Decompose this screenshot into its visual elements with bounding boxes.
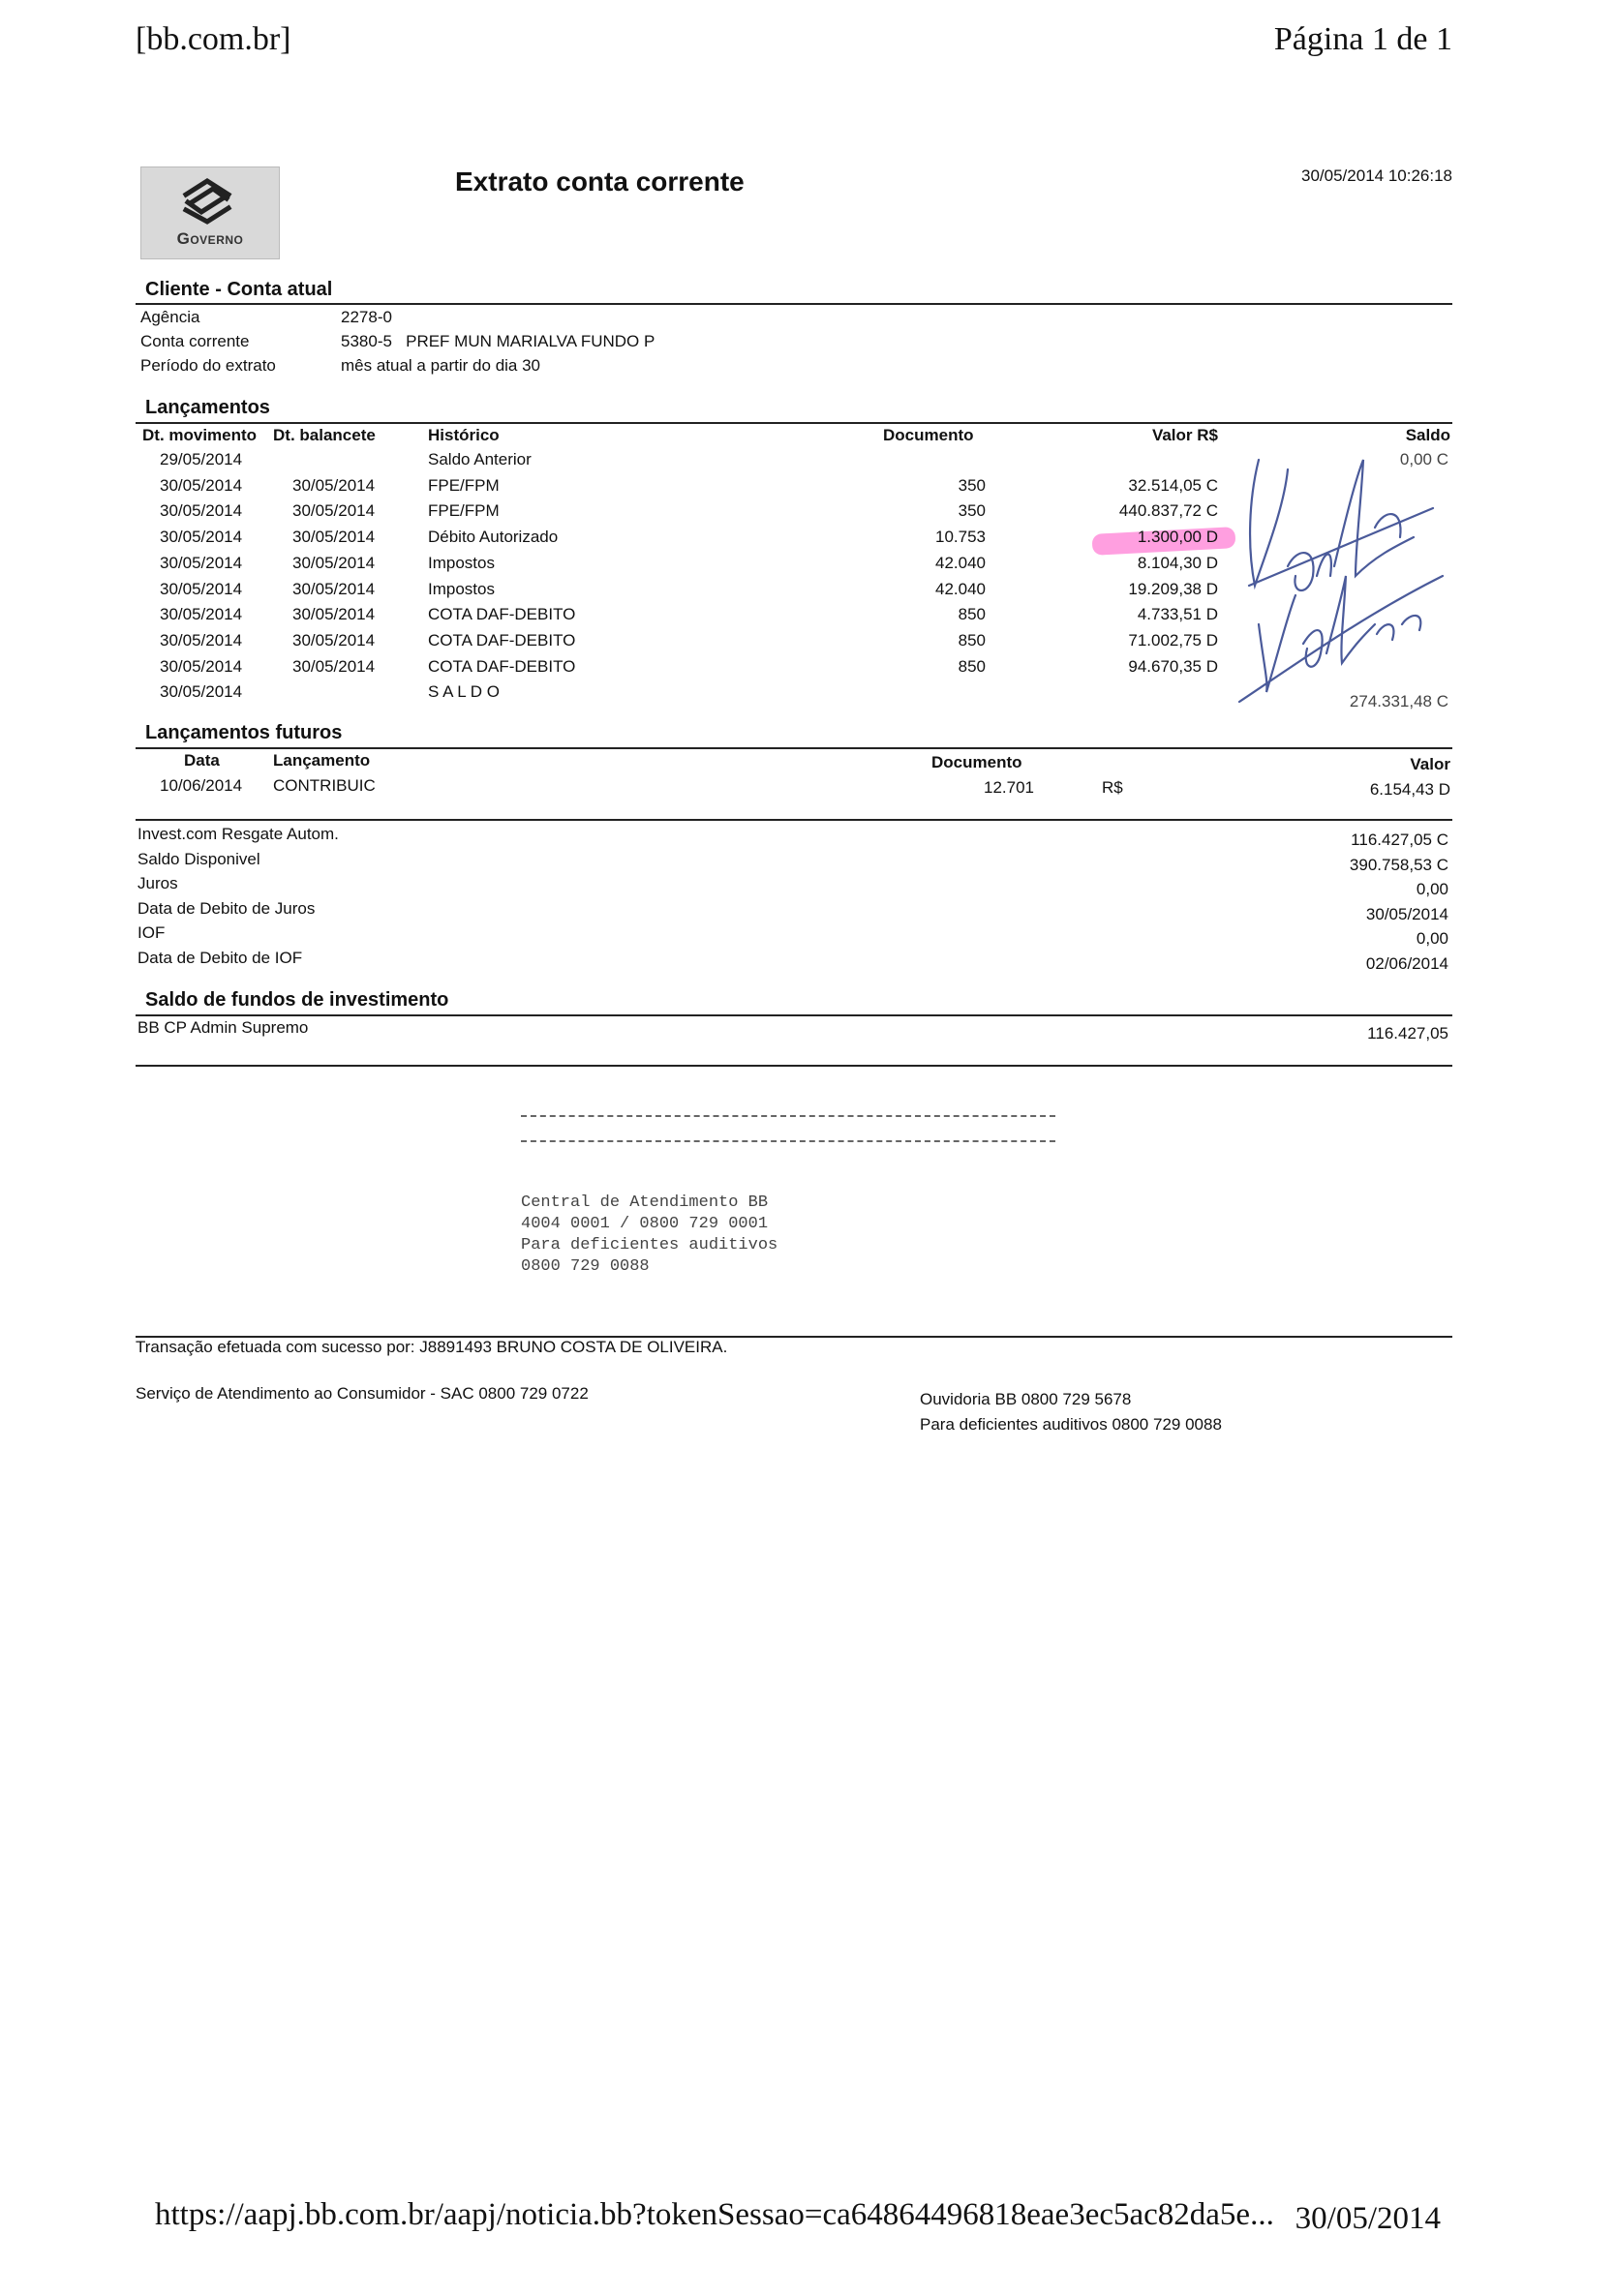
client-section-title: Cliente - Conta atual (145, 279, 333, 300)
cell-historico: Impostos (428, 554, 495, 572)
summary-value: 30/05/2014 (1365, 905, 1448, 923)
futuro-documento: 12.701 (984, 778, 1034, 797)
cell-documento: 850 (958, 605, 986, 623)
page-title: Extrato conta corrente (455, 166, 745, 196)
cell-dt-balancete: 30/05/2014 (292, 657, 376, 676)
summary-value: 116.427,05 C (1351, 831, 1448, 849)
cell-dt-balancete: 30/05/2014 (292, 528, 376, 546)
client-label: Conta corrente (140, 332, 250, 350)
central-line: 4004 0001 / 0800 729 0001 (521, 1215, 769, 1233)
central-line: Central de Atendimento BB (521, 1193, 769, 1212)
cell-documento: 10.753 (935, 528, 986, 546)
summary-label: Saldo Disponivel (137, 850, 260, 868)
central-line: 0800 729 0088 (521, 1257, 650, 1276)
summary-label: IOF (137, 923, 166, 942)
page-url[interactable]: https://aapj.bb.com.br/aapj/noticia.bb?tokenSessao=ca64864496818eae3ec5ac82da5e... (155, 2197, 1274, 2232)
dashed-separator (521, 1115, 1055, 1117)
cell-dt-movimento: 29/05/2014 (160, 450, 243, 468)
cell-historico: Impostos (428, 580, 495, 598)
bb-logo (140, 166, 280, 259)
divider (136, 303, 1452, 305)
central-line: Para deficientes auditivos (521, 1236, 778, 1254)
cell-historico: S A L D O (428, 682, 501, 701)
fund-value: 116.427,05 (1367, 1024, 1448, 1042)
cell-dt-movimento: 30/05/2014 (160, 554, 243, 572)
summary-value: 390.758,53 C (1349, 856, 1448, 874)
cell-documento: 42.040 (935, 580, 986, 598)
cell-dt-balancete: 30/05/2014 (292, 476, 376, 495)
sac-info: Serviço de Atendimento ao Consumidor - SAC 0800 729 0722 (136, 1384, 589, 1403)
col-header-historico: Histórico (428, 426, 500, 444)
print-date: 30/05/2014 (1295, 2201, 1441, 2236)
cell-documento: 350 (958, 501, 986, 520)
cell-dt-movimento: 30/05/2014 (160, 476, 243, 495)
fundos-section-title: Saldo de fundos de investimento (145, 989, 449, 1011)
divider (136, 422, 1452, 424)
cell-documento: 42.040 (935, 554, 986, 572)
col-header-documento: Documento (883, 426, 974, 444)
fund-name: BB CP Admin Supremo (137, 1018, 309, 1037)
lancamentos-section-title: Lançamentos (145, 397, 270, 418)
client-value: 5380-5 PREF MUN MARIALVA FUNDO P (341, 332, 655, 350)
cell-valor: 8.104,30 D (1137, 554, 1218, 572)
cell-historico: COTA DAF-DEBITO (428, 605, 576, 623)
cell-valor: 94.670,35 D (1128, 657, 1218, 676)
client-label: Agência (140, 308, 200, 326)
cell-historico: Saldo Anterior (428, 450, 532, 468)
divider (136, 819, 1452, 821)
divider (136, 747, 1452, 749)
col-header-valor: Valor R$ (1151, 426, 1218, 444)
cell-dt-movimento: 30/05/2014 (160, 631, 243, 650)
col-header-dt-balancete: Dt. balancete (273, 426, 376, 444)
cell-saldo: 0,00 C (1399, 450, 1448, 468)
central-atendimento (521, 1193, 777, 1278)
summary-label: Juros (137, 874, 178, 892)
cell-historico: Débito Autorizado (428, 528, 559, 546)
cell-historico: COTA DAF-DEBITO (428, 657, 576, 676)
handwritten-signature (1220, 440, 1452, 721)
summary-value: 0,00 (1416, 880, 1448, 898)
bb-logo-icon (178, 173, 236, 226)
col-header-data: Data (184, 751, 220, 770)
cell-valor: 32.514,05 C (1128, 476, 1218, 495)
cell-historico: FPE/FPM (428, 501, 500, 520)
cell-documento: 850 (958, 657, 986, 676)
futuro-moeda: R$ (1102, 778, 1123, 797)
cell-dt-balancete: 30/05/2014 (292, 605, 376, 623)
transaction-info: Transação efetuada com sucesso por: J8891493 BRUNO COSTA DE OLIVEIRA. (136, 1338, 728, 1356)
cell-dt-balancete: 30/05/2014 (292, 580, 376, 598)
col-header-documento: Documento (931, 753, 1022, 771)
ouvidoria-deficientes: Para deficientes auditivos 0800 729 0088 (920, 1415, 1222, 1434)
logo-text: Governo (176, 229, 244, 248)
futuro-data: 10/06/2014 (160, 776, 243, 795)
cell-saldo: 274.331,48 C (1349, 692, 1448, 710)
cell-valor: 1.300,00 D (1137, 528, 1218, 546)
cell-documento: 850 (958, 631, 986, 650)
ouvidoria-info: Ouvidoria BB 0800 729 5678 (920, 1390, 1132, 1408)
summary-value: 02/06/2014 (1365, 954, 1448, 973)
summary-label: Data de Debito de Juros (137, 899, 316, 918)
futuros-section-title: Lançamentos futuros (145, 722, 343, 743)
cell-valor: 440.837,72 C (1118, 501, 1218, 520)
client-value: mês atual a partir do dia 30 (341, 356, 541, 375)
cell-dt-balancete: 30/05/2014 (292, 631, 376, 650)
cell-valor: 19.209,38 D (1128, 580, 1218, 598)
summary-label: Invest.com Resgate Autom. (137, 825, 339, 843)
cell-dt-movimento: 30/05/2014 (160, 657, 243, 676)
cell-historico: FPE/FPM (428, 476, 500, 495)
cell-dt-movimento: 30/05/2014 (160, 580, 243, 598)
client-value: 2278-0 (341, 308, 392, 326)
col-header-valor: Valor (1410, 755, 1450, 773)
col-header-saldo: Saldo (1405, 426, 1450, 444)
cell-dt-balancete: 30/05/2014 (292, 501, 376, 520)
futuro-valor: 6.154,43 D (1369, 780, 1450, 799)
cell-historico: COTA DAF-DEBITO (428, 631, 576, 650)
dashed-separator (521, 1140, 1055, 1142)
summary-value: 0,00 (1416, 929, 1448, 948)
site-label: [bb.com.br] (136, 21, 291, 57)
col-header-lancamento: Lançamento (273, 751, 371, 770)
page-label: Página 1 de 1 (1273, 21, 1452, 57)
cell-documento: 350 (958, 476, 986, 495)
cell-valor: 71.002,75 D (1128, 631, 1218, 650)
cell-dt-movimento: 30/05/2014 (160, 528, 243, 546)
cell-dt-movimento: 30/05/2014 (160, 682, 243, 701)
divider (136, 1014, 1452, 1016)
cell-dt-balancete: 30/05/2014 (292, 554, 376, 572)
divider (136, 1065, 1452, 1067)
futuro-lancamento: CONTRIBUIC (273, 776, 376, 795)
summary-label: Data de Debito de IOF (137, 949, 303, 967)
col-header-dt-movimento: Dt. movimento (142, 426, 258, 444)
statement-datetime: 30/05/2014 10:26:18 (1301, 166, 1452, 185)
cell-dt-movimento: 30/05/2014 (160, 605, 243, 623)
cell-dt-movimento: 30/05/2014 (160, 501, 243, 520)
client-label: Período do extrato (140, 356, 276, 375)
cell-valor: 4.733,51 D (1137, 605, 1218, 623)
